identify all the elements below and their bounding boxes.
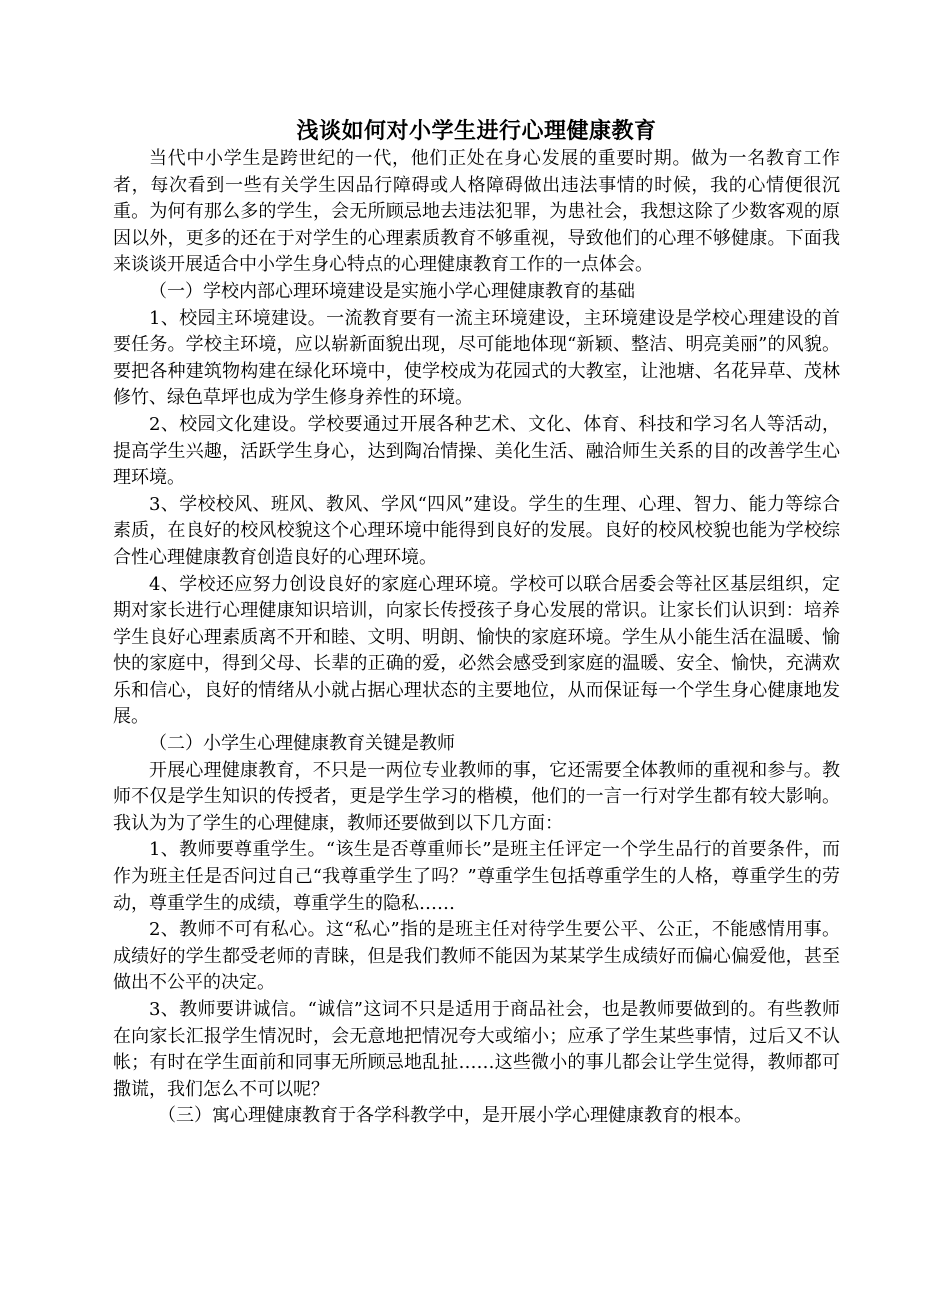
intro-paragraph: 当代中小学生是跨世纪的一代，他们正处在身心发展的重要时期。做为一名教育工作者，每次看到一些有关学生因品行障碍或人格障碍做出违法事情的时候，我的心情便很沉重。为何有那么多的学生，会无所顾忌地去违法犯罪，为患社会，我想这除了少数客观的原因以外，更多的还在于对学生的心理素质教育不够重视，导致他们的心理不够健康。下面我来谈谈开展适合中小学生身心特点的心理健康教育工作的一点体会。 bbox=[113, 148, 840, 276]
paragraph-teachers-role: 开展心理健康教育，不只是一两位专业教师的事，它还需要全体教师的重视和参与。教师不仅是学生知识的传授者，更是学生学习的楷模，他们的一言一行对学生都有较大影响。我认为为了学生的心理健康，教师还要做到以下几方面： bbox=[113, 759, 840, 834]
paragraph-no-favoritism: 2、教师不可有私心。这“私心”指的是班主任对待学生要公平、公正，不能感情用事。成绩好的学生都受老师的青睐，但是我们教师不能因为某某学生成绩好而偏心偏爱他，甚至做出不公平的决定。 bbox=[113, 919, 840, 994]
paragraph-campus-environment: 1、校园主环境建设。一流教育要有一流主环境建设，主环境建设是学校心理建设的首要任务。学校主环境，应以崭新面貌出现，尽可能地体现“新颖、整洁、明亮美丽”的风貌。要把各种建筑物构建在绿化环境中，使学校成为花园式的大教室，让池塘、名花异草、茂林修竹、绿色草坪也成为学生修身养性的环境。 bbox=[113, 307, 840, 409]
document-page bbox=[113, 118, 840, 1130]
paragraph-integrity: 3、教师要讲诚信。“诚信”这词不只是适用于商品社会，也是教师要做到的。有些教师在向家长汇报学生情况时，会无意地把情况夸大或缩小；应承了学生某些事情，过后又不认帐；有时在学生面前和同事无所顾忌地乱扯……这些微小的事儿都会让学生觉得，教师都可撒谎，我们怎么不可以呢？ bbox=[113, 999, 840, 1100]
document-title: 浅谈如何对小学生进行心理健康教育 bbox=[296, 119, 657, 144]
paragraph-campus-culture: 2、校园文化建设。学校要通过开展各种艺术、文化、体育、科技和学习名人等活动，提高学生兴趣，活跃学生身心，达到陶冶情操、美化生活、融洽师生关系的目的改善学生心理环境。 bbox=[113, 413, 840, 489]
section-heading-2: （二）小学生心理健康教育关键是教师 bbox=[149, 733, 455, 755]
paragraph-family-environment: 4、学校还应努力创设良好的家庭心理环境。学校可以联合居委会等社区基层组织，定期对家长进行心理健康知识培训，向家长传授孩子身心发展的常识。让家长们认识到：培养学生良好心理素质离不开和睦、文明、明朗、愉快的家庭环境。学生从小能生活在温暖、愉快的家庭中，得到父母、长辈的正确的爱，必然会感受到家庭的温暖、安全、愉快，充满欢乐和信心，良好的情绪从小就占据心理状态的主要地位，从而保证每一个学生身心健康地发展。 bbox=[113, 573, 840, 728]
paragraph-respect-students: 1、教师要尊重学生。“该生是否尊重师长”是班主任评定一个学生品行的首要条件，而作为班主任是否问过自己“我尊重学生了吗？”尊重学生包括尊重学生的人格，尊重学生的劳动，尊重学生的成绩，尊重学生的隐私…… bbox=[113, 839, 840, 914]
section-heading-1: （一）学校内部心理环境建设是实施小学心理健康教育的基础 bbox=[149, 280, 635, 302]
paragraph-four-styles: 3、学校校风、班风、教风、学风“四风”建设。学生的生理、心理、智力、能力等综合素质，在良好的校风校貌这个心理环境中能得到良好的发展。良好的校风校貌也能为学校综合性心理健康教育创造良好的心理环境。 bbox=[113, 493, 840, 568]
section-heading-3: （三）寓心理健康教育于各学科教学中，是开展小学心理健康教育的根本。 bbox=[158, 1105, 752, 1127]
